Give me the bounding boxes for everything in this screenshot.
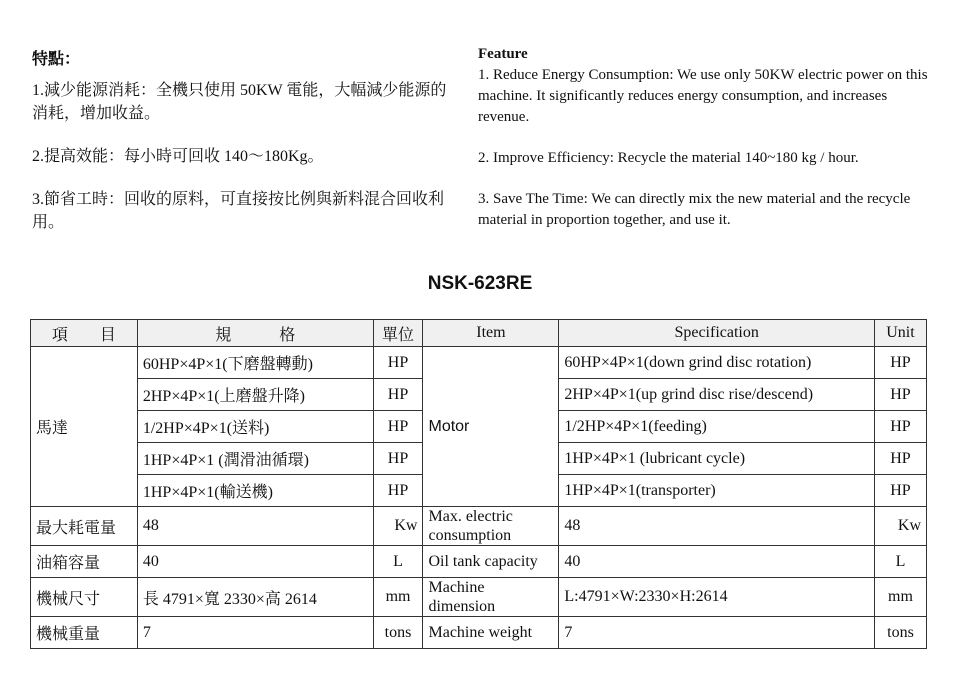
header-spec-en: Specification (559, 320, 875, 347)
header-item-zh: 項 目 (31, 320, 138, 347)
spec-en: 1HP×4P×1(transporter) (559, 475, 875, 507)
spec-zh: 2HP×4P×1(上磨盤升降) (137, 379, 373, 411)
spec-zh: 1/2HP×4P×1(送料) (137, 411, 373, 443)
table-row (31, 578, 927, 617)
unit-zh: HP (373, 347, 423, 379)
spec-zh: 48 (137, 507, 373, 546)
spec-en: 2HP×4P×1(up grind disc rise/descend) (559, 379, 875, 411)
unit-en: HP (874, 443, 926, 475)
unit-zh: HP (373, 443, 423, 475)
header-unit-en: Unit (874, 320, 926, 347)
spec-table (30, 319, 927, 649)
unit-zh: HP (373, 379, 423, 411)
features-en (478, 44, 928, 251)
spec-en: 1/2HP×4P×1(feeding) (559, 411, 875, 443)
table-row (31, 546, 927, 578)
table-header-row (31, 320, 927, 347)
feature-zh-3: 3.節省工時：回收的原料，可直接按比例與新料混合回收利用。 (32, 191, 445, 231)
spec-en: L:4791×W:2330×H:2614 (559, 578, 875, 617)
unit-en: HP (874, 411, 926, 443)
unit-zh: Kw (373, 507, 423, 546)
feature-zh-2: 2.提高效能：每小時可回收 140～180Kg。 (32, 148, 324, 165)
spec-en: 1HP×4P×1 (lubricant cycle) (559, 443, 875, 475)
unit-zh: L (373, 546, 423, 578)
unit-en: Kw (874, 507, 926, 546)
feature-zh-1: 1.減少能源消耗：全機只使用 50KW 電能，大幅減少能源的消耗，增加收益。 (32, 82, 447, 122)
unit-en: HP (874, 347, 926, 379)
feature-en-1: 1. Reduce Energy Consumption: We use only 50KW electric power on this machine. It significantly reduces energy consumption, and increases revenue. (478, 67, 928, 125)
unit-en: mm (874, 578, 926, 617)
feature-en-3: 3. Save The Time: We can directly mix the new material and the recycle material in proportion together, and use it. (478, 191, 911, 228)
features-en-heading: Feature (478, 46, 528, 62)
spec-zh: 長 4791×寬 2330×高 2614 (137, 578, 373, 617)
spec-zh: 7 (137, 617, 373, 649)
item-zh: 最大耗電量 (31, 507, 138, 546)
item-zh: 機械尺寸 (31, 578, 138, 617)
model-title: NSK-623RE (427, 273, 533, 294)
table-row (31, 507, 927, 546)
feature-en-2: 2. Improve Efficiency: Recycle the material 140~180 kg / hour. (478, 150, 859, 166)
unit-zh: HP (373, 475, 423, 507)
features-zh-heading: 特點： (32, 51, 81, 68)
spec-en: 7 (559, 617, 875, 649)
header-spec-zh: 規 格 (137, 320, 373, 347)
unit-zh: tons (373, 617, 423, 649)
unit-en: HP (874, 379, 926, 411)
unit-en: HP (874, 475, 926, 507)
spec-zh: 1HP×4P×1 (潤滑油循環) (137, 443, 373, 475)
table-row (31, 617, 927, 649)
item-en: Machine dimension (423, 578, 559, 617)
motor-item-zh: 馬達 (31, 347, 138, 507)
spec-zh: 1HP×4P×1(輸送機) (137, 475, 373, 507)
unit-en: L (874, 546, 926, 578)
header-unit-zh: 單位 (373, 320, 423, 347)
item-zh: 機械重量 (31, 617, 138, 649)
item-en: Max. electric consumption (423, 507, 559, 546)
spec-en: 60HP×4P×1(down grind disc rotation) (559, 347, 875, 379)
spec-en: 40 (559, 546, 875, 578)
item-zh: 油箱容量 (31, 546, 138, 578)
spec-zh: 60HP×4P×1(下磨盤轉動) (137, 347, 373, 379)
features-zh (32, 48, 452, 254)
item-en: Oil tank capacity (423, 546, 559, 578)
unit-zh: mm (373, 578, 423, 617)
spec-en: 48 (559, 507, 875, 546)
unit-en: tons (874, 617, 926, 649)
header-item-en: Item (423, 320, 559, 347)
unit-zh: HP (373, 411, 423, 443)
spec-zh: 40 (137, 546, 373, 578)
table-row (31, 347, 927, 379)
motor-item-en: Motor (423, 347, 559, 507)
item-en: Machine weight (423, 617, 559, 649)
